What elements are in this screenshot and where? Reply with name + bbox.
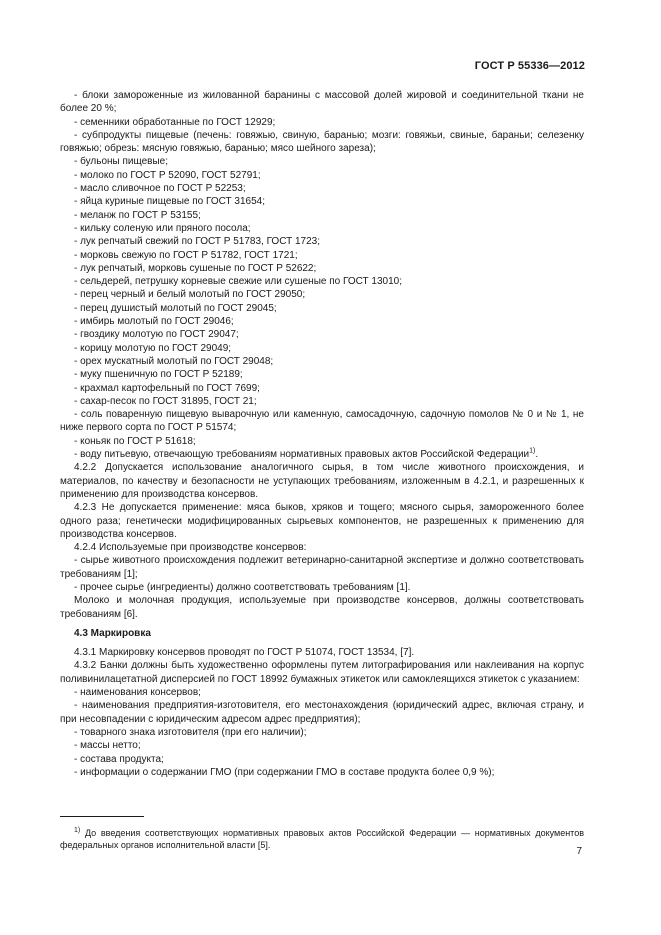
list-item: - сельдерей, петрушку корневые свежие или сушеные по ГОСТ 13010; <box>74 276 402 288</box>
list-item: - яйца куриные пищевые по ГОСТ 31654; <box>74 196 266 208</box>
list-item: - товарного знака изготовителя (при его наличии); <box>74 726 307 738</box>
footnote-reference: 1) <box>529 447 536 455</box>
clause-4-3-1: 4.3.1 Маркировку консервов проводят по ГОСТ Р 51074, ГОСТ 13534, [7]. <box>74 647 415 659</box>
list-item-water <box>60 448 584 461</box>
list-item: - имбирь молотый по ГОСТ 29046; <box>74 316 234 328</box>
body-text <box>60 89 584 779</box>
dairy-paragraph: Молоко и молочная продукция, используемые при производстве консервов, должны соответствовать требованиям [6]. <box>60 595 584 620</box>
list-item: - молоко по ГОСТ Р 52090, ГОСТ 52791; <box>74 169 261 181</box>
list-item: - наименования консервов; <box>74 687 201 699</box>
list-item: - меланж по ГОСТ Р 53155; <box>74 209 201 221</box>
footnote-marker: 1) <box>74 827 81 834</box>
list-item: - информации о содержании ГМО (при содержании ГМО в составе продукта более 0,9 %); <box>74 766 495 778</box>
clause-4-2-2: 4.2.2 Допускается использование аналогичного сырья, в том числе животного происхождения, и материалов, по качеству и безопасности не уступающих требованиям, изложенным в 4.2.1, и разрешенных к применению для производства консервов. <box>60 462 584 500</box>
list-item: - бульоны пищевые; <box>74 156 169 168</box>
list-item: - масло сливочное по ГОСТ Р 52253; <box>74 183 246 195</box>
clause-4-2-4: 4.2.4 Используемые при производстве консервов: <box>74 542 307 554</box>
list-item: - муку пшеничную по ГОСТ Р 52189; <box>74 369 243 381</box>
footnote-divider <box>60 816 144 817</box>
standard-header: ГОСТ Р 55336—2012 <box>474 60 585 72</box>
list-item: - семенники обработанные по ГОСТ 12929; <box>74 116 276 128</box>
list-item: - морковь свежую по ГОСТ Р 51782, ГОСТ 1721; <box>74 249 298 261</box>
page-number: 7 <box>576 846 582 857</box>
list-item: - лук репчатый свежий по ГОСТ Р 51783, ГОСТ 1723; <box>74 236 321 248</box>
list-item: - сырье животного происхождения подлежит ветеринарно-санитарной экспертизе и должно соответствовать требованиям [1]; <box>60 555 584 580</box>
clause-4-2-3: 4.2.3 Не допускается применение: мяса быков, хряков и тощего; мясного сырья, замороженного более одного раза; генетически модифицированных сырьевых компонентов, не разрешенных к применению для производства консервов. <box>60 502 584 540</box>
raw-materials-list <box>60 89 584 461</box>
list-item: - гвоздику молотую по ГОСТ 29047; <box>74 329 239 341</box>
clause-4-3-2: 4.3.2 Банки должны быть художественно оформлены путем литографирования или наклеивания на корпус поливинилацетатной дисперсией по ГОСТ 18992 бумажных этикеток или самоклеящихся этикеток с указанием: <box>60 660 584 685</box>
list-item: - прочее сырье (ингредиенты) должно соответствовать требованиям [1]. <box>74 581 411 593</box>
list-item: - кильку соленую или пряного посола; <box>74 222 251 234</box>
list-item: - наименования предприятия-изготовителя, его местонахождения (юридический адрес, включая страну, и при несовпадении с юридическим адресом адрес предприятия); <box>60 700 584 725</box>
list-item: - субпродукты пищевые (печень: говяжью, свиную, баранью; мозги: говяжьи, свиные, бараньи; селезенку говяжью; обрезь: мясную говяжью, баранью; мясо шейного зареза); <box>60 129 584 155</box>
list-item: - крахмал картофельный по ГОСТ 7699; <box>74 382 260 394</box>
list-item: - состава продукта; <box>74 753 164 765</box>
list-item: - блоки замороженные из жилованной баранины с массовой долей жировой и соединительной ткани не более 20 %; <box>60 90 584 115</box>
footnote <box>60 827 584 851</box>
list-item: - сахар-песок по ГОСТ 31895, ГОСТ 21; <box>74 395 257 407</box>
list-item: - перец черный и белый молотый по ГОСТ 29050; <box>74 289 306 301</box>
list-item: - соль поваренную пищевую выварочную или каменную, самосадочную, садочную помолов № 0 и № 1, не ниже первого сорта по ГОСТ Р 51574; <box>60 409 584 434</box>
footnote-text: До введения соответствующих нормативных правовых актов Российской Федерации — нормативных документов федеральных органов исполнительной власти [5]. <box>60 828 584 851</box>
list-item: - массы нетто; <box>74 740 141 752</box>
list-item: - перец душистый молотый по ГОСТ 29045; <box>74 302 277 314</box>
water-text: - воду питьевую, отвечающую требованиям нормативных правовых актов Российской Федерации <box>74 449 530 461</box>
section-heading: 4.3 Маркировка <box>74 627 151 639</box>
list-item: - корицу молотую по ГОСТ 29049; <box>74 342 232 354</box>
list-item: - орех мускатный молотый по ГОСТ 29048; <box>74 355 274 367</box>
list-item: - лук репчатый, морковь сушеные по ГОСТ Р 52622; <box>74 262 317 274</box>
list-item: - коньяк по ГОСТ Р 51618; <box>74 435 196 447</box>
water-tail: . <box>535 449 539 461</box>
